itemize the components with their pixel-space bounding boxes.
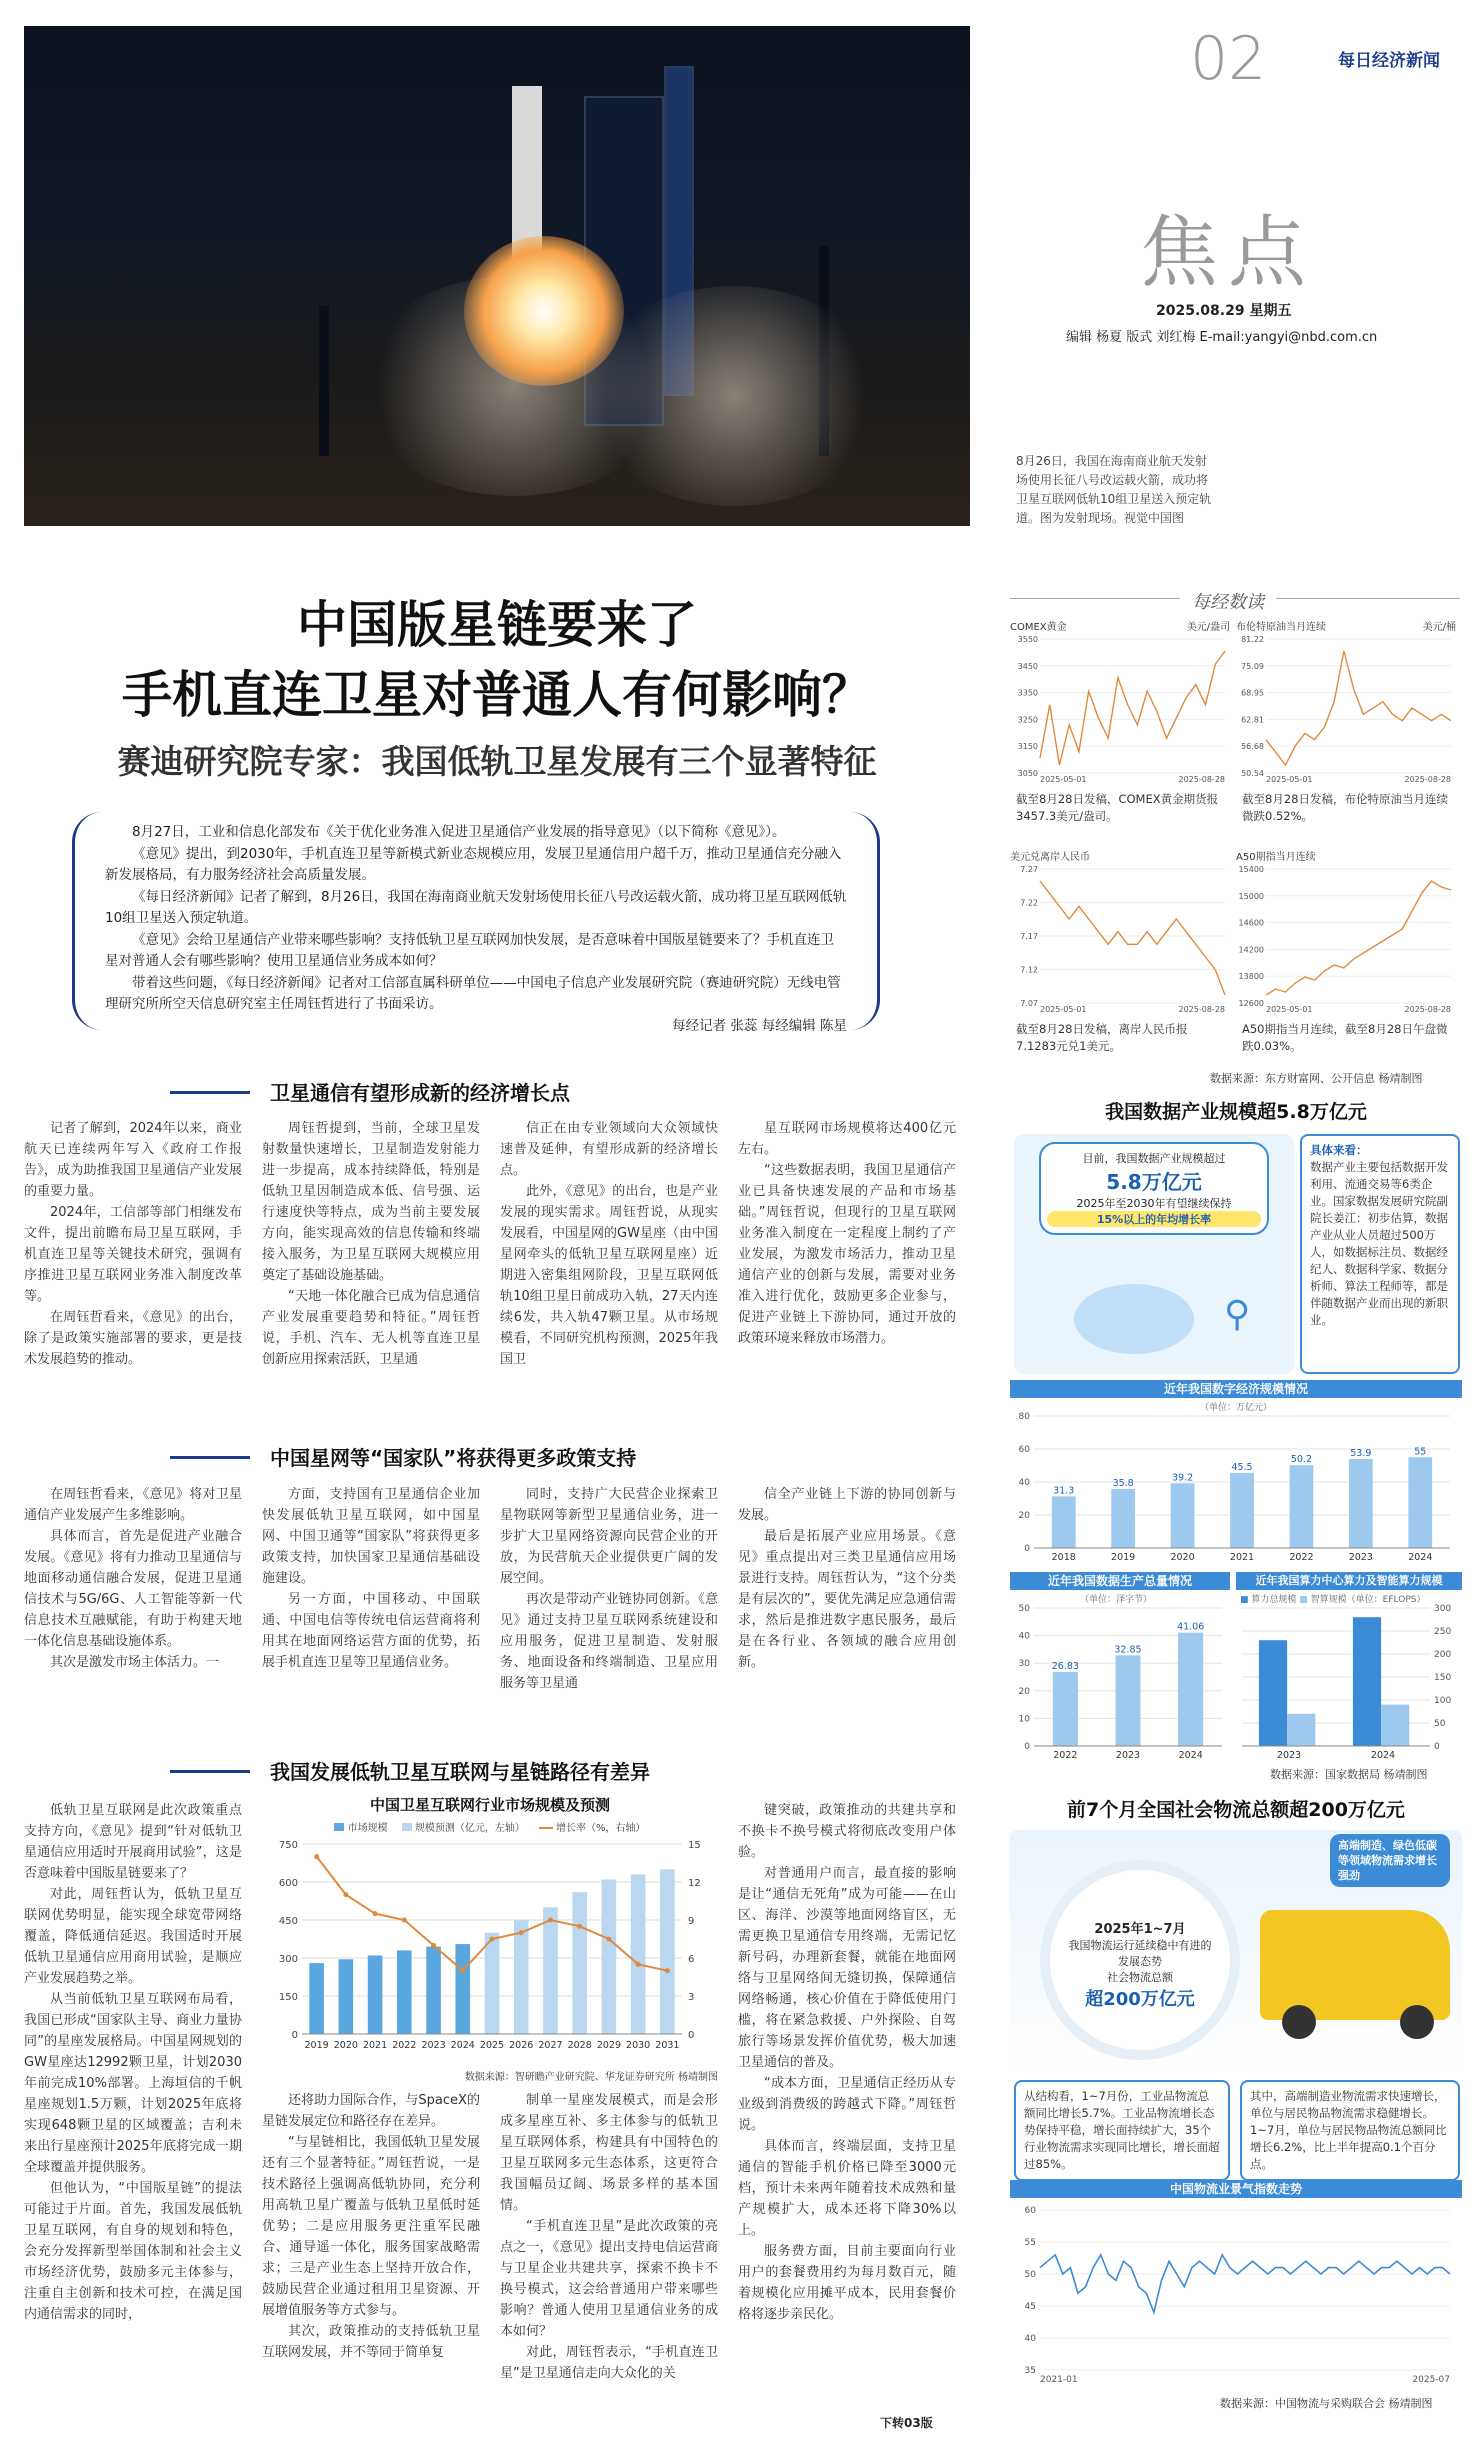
- x-tick-label: 2019: [304, 2040, 329, 2051]
- sec2-col3: [500, 1484, 718, 1704]
- sec3-col4: [738, 1800, 956, 2412]
- logistics-circle: [1040, 1860, 1240, 2060]
- stocks-title: 每经数读: [1180, 588, 1276, 614]
- x-tick-label: 2020: [1170, 1552, 1195, 1563]
- sec1-col4: [738, 1118, 956, 1382]
- logistics-source: 数据来源：中国物流与采购联合会 杨靖制图: [1220, 2397, 1433, 2410]
- stock-note: 截至8月28日发稿，布伦特原油当月连续微跌0.52%。: [1242, 792, 1448, 823]
- intro-paragraph: 《每日经济新闻》记者了解到，8月26日，我国在海南商业航天发射场使用长征八号改运载火箭，成功将卫星互联网低轨10组卫星送入预定轨道。: [105, 888, 847, 926]
- price-line: [1266, 881, 1451, 995]
- x-tick-label: 2028: [567, 2040, 592, 2051]
- x-tick-label: 2019: [1111, 1552, 1136, 1563]
- chart1-title: 近年我国数字经济规模情况: [1010, 1380, 1462, 1398]
- sec3-col3: [500, 2090, 718, 2412]
- legend-item: 市场规模: [334, 1819, 387, 1834]
- section-rule: [170, 1091, 250, 1094]
- y2-tick-label: 3: [688, 1992, 695, 2003]
- data-industry-source: 数据来源：国家数据局 杨靖制图: [1270, 1768, 1428, 1781]
- x-start-label: 2025-05-01: [1266, 1005, 1313, 1013]
- y-tick-label: 3550: [1017, 635, 1038, 644]
- x-end-label: 2025-07: [1412, 2375, 1450, 2385]
- section3-title: 我国发展低轨卫星互联网与星链路径有差异: [270, 1760, 650, 1784]
- x-tick-label: 2027: [538, 2040, 563, 2051]
- y-tick-label: 3050: [1017, 769, 1038, 778]
- circle-text: 我国物流运行延续稳中有进的发展态势: [1068, 1939, 1212, 1968]
- paragraph: “手机直连卫星”是此次政策的亮点之一，《意见》提出支持电信运营商与卫星企业共建共享，探索不换卡不换号模式，这会给普通用户带来哪些影响？普通人使用卫星通信业务的成本如何？: [500, 2219, 718, 2339]
- x-tick-label: 2024: [1178, 1750, 1203, 1761]
- stock-note: A50期指当月连续，截至8月28日午盘微跌0.03%。: [1242, 1022, 1448, 1053]
- y-tick-label: 600: [278, 1878, 298, 1889]
- y-tick-label: 450: [278, 1916, 298, 1927]
- bar: [1052, 1496, 1076, 1548]
- paragraph: 方面，支持国有卫星通信企业加快发展低轨卫星互联网，如中国星网、中国卫通等“国家队”将获得更多政策支持，加快国家卫星通信基础设施建设。: [262, 1487, 480, 1586]
- bar-market-size: [368, 1955, 383, 2034]
- y-tick-label: 300: [1434, 1604, 1452, 1614]
- y-tick-label: 14200: [1238, 945, 1264, 955]
- data-label: 50.2: [1290, 1454, 1313, 1466]
- bar-market-size: [455, 1944, 470, 2034]
- x-end-label: 2025-08-28: [1404, 775, 1451, 783]
- stock-panel: [1010, 848, 1230, 1073]
- y-tick-label: 300: [278, 1954, 298, 1965]
- truck-illustration: [1260, 1910, 1450, 2020]
- sec2-col4: [738, 1484, 956, 1704]
- digital-economy-chart: [1010, 1408, 1462, 1568]
- bar-forecast: [485, 1933, 500, 2034]
- y-tick-label: 0: [1434, 1742, 1440, 1752]
- stock-panel-header: [1236, 848, 1456, 863]
- data-label: 35.8: [1112, 1477, 1134, 1489]
- paragraph: 具体而言，终端层面，支持卫星通信的智能手机价格已降至3000元档，预计未来两年随着技术成熟和量产规模扩大，成本还将下降30%以上。: [738, 2139, 956, 2238]
- growth-point: [636, 1962, 641, 1967]
- y-tick-label: 30: [1018, 1659, 1030, 1670]
- y-tick-label: 62.81: [1241, 715, 1264, 725]
- x-start-label: 2025-05-01: [1040, 1005, 1087, 1013]
- y-tick-label: 7.12: [1020, 965, 1038, 975]
- x-tick-label: 2018: [1051, 1552, 1076, 1563]
- y-tick-label: 80: [1018, 1412, 1030, 1422]
- paragraph: 在周钰哲看来，《意见》将对卫星通信产业发展产生多维影响。: [24, 1487, 242, 1523]
- paragraph: 其次，政策推动的支持低轨卫星互联网发展，并不等同于简单复: [262, 2324, 480, 2360]
- y-tick-label: 14600: [1238, 918, 1264, 928]
- bar-forecast: [543, 1907, 558, 2034]
- logistics-note2: 其中，高端制造业物流需求快速增长，单位与居民物品物流需求稳健增长。1~7月，单位与居民物品物流总额同比增长6.2%，比上半年提高0.1个百分点。: [1240, 2080, 1460, 2181]
- box-text: 2025年至2030年有望继续保持: [1076, 1197, 1232, 1210]
- growth-point: [460, 1968, 465, 1973]
- box-highlight: 15%以上的年均增长率: [1047, 1211, 1261, 1227]
- stock-panel: [1236, 848, 1456, 1073]
- compute-chart: [1236, 1598, 1462, 1763]
- x-end-label: 2025-08-28: [1404, 1005, 1451, 1013]
- y-tick-label: 40: [1018, 1478, 1030, 1488]
- stocks-source: 数据来源：东方财富网、公开信息 杨靖制图: [1210, 1072, 1423, 1085]
- y-tick-label: 7.07: [1020, 999, 1038, 1008]
- headline-line2: 手机直连卫星对普通人有何影响？: [122, 665, 872, 724]
- stock-chart: [1010, 633, 1230, 783]
- growth-point: [314, 1854, 319, 1859]
- section-rule: [170, 1770, 250, 1773]
- paragraph: 同时，支持广大民营企业探索卫星物联网等新型卫星通信业务，进一步扩大卫星网络资源向民营企业的开放，为民营航天企业提供更广阔的发展空间。: [500, 1487, 718, 1586]
- paragraph: 键突破，政策推动的共建共享和不换卡不换号模式将彻底改变用户体验。: [738, 1803, 956, 1860]
- stocks-grid: [1010, 618, 1462, 1088]
- paragraph: 星互联网市场规模将达400亿元左右。: [738, 1121, 956, 1157]
- box-text: 目前，我国数据产业规模超过: [1082, 1152, 1226, 1165]
- y-tick-label: 3350: [1017, 688, 1038, 698]
- y-tick-label: 3150: [1017, 742, 1038, 752]
- paragraph: 但他认为，“中国版星链”的提法可能过于片面。首先，我国发展低轨卫星互联网，有自身的规划和特色，会充分发挥新型举国体制和社会主义市场经济优势，鼓励多元主体参与，注重自主创新和技术可控，在满足国内通信需求的同时，: [24, 2181, 242, 2322]
- bar: [1287, 1714, 1315, 1746]
- data-label: 26.83: [1051, 1660, 1079, 1672]
- y-tick-label: 60: [1024, 2206, 1036, 2216]
- y-tick-label: 68.95: [1241, 688, 1264, 698]
- y2-tick-label: 6: [688, 1954, 695, 1965]
- paragraph: 另一方面，中国移动、中国联通、中国电信等传统电信运营商将利用其在地面网络运营方面的优势，拓展手机直连卫星等卫星通信业务。: [262, 1592, 480, 1670]
- paragraph: 从当前低轨卫星互联网布局看，我国已形成“国家队主导、商业力量协同”的星座发展格局。中国星网规划的GW星座达12992颗卫星，计划2030年前完成10%部署。上海垣信的千帆星座规划1.5万颗，计划2025年底将实现648颗卫星的区域覆盖；吉利未来出行星座预计2025年底将完成一期全球覆盖并提供服务。: [24, 1992, 242, 2175]
- growth-point: [548, 1918, 553, 1923]
- chart2-unit: （单位：泽字节）: [1080, 1595, 1153, 1605]
- bar-forecast: [660, 1869, 675, 2034]
- bar: [1408, 1457, 1432, 1548]
- launch-photo: [24, 26, 970, 526]
- x-tick-label: 2023: [1348, 1552, 1373, 1563]
- paragraph: “这些数据表明，我国卫星通信产业已具备快速发展的产品和市场基础。”周钰哲说，但现行的卫星互联网业务准入制度在一定程度上制约了产业发展，为激发市场活力，推动卫星通信产业的创新与发展，需要对业务准入进行优化，鼓励更多企业参与，促进产业链上下游协同，通过开放的政策环境来释放市场潜力。: [738, 1163, 956, 1346]
- sat-chart-svg: [262, 1834, 718, 2064]
- chart2-title: 近年我国数据生产总量情况: [1010, 1572, 1230, 1590]
- sec1-col2: [262, 1118, 480, 1382]
- bar-forecast: [631, 1874, 646, 2034]
- x-tick-label: 2029: [596, 2040, 622, 2051]
- y2-tick-label: 9: [688, 1916, 695, 1927]
- paragraph: 信全产业链上下游的协同创新与发展。: [738, 1487, 956, 1523]
- legend-item: 增长率（%，右轴）: [539, 1819, 646, 1834]
- x-tick-label: 2023: [1115, 1750, 1141, 1761]
- data-label: 45.5: [1231, 1461, 1253, 1473]
- paragraph: “天地一体化融合已成为信息通信产业发展重要趋势和特征。”周钰哲说，手机、汽车、无人机等直连卫星创新应用探索活跃，卫星通: [262, 1289, 480, 1367]
- y-tick-label: 81.22: [1241, 635, 1264, 644]
- paragraph: “成本方面，卫星通信正经历从专业级到消费级的跨越式下降。”周钰哲说。: [738, 2076, 956, 2133]
- stock-name: COMEX黄金: [1010, 622, 1067, 633]
- data-label: 31.3: [1053, 1485, 1075, 1497]
- chart3-legend: ■ 算力总规模 ■ 智算规模（单位：EFLOPS）: [1240, 1595, 1426, 1605]
- newspaper-brand: 每日经济新闻: [1338, 51, 1440, 71]
- y-tick-label: 60: [1018, 1445, 1030, 1455]
- sat-chart-source: 数据来源：智研瞻产业研究院、华龙证券研究所 杨靖制图: [464, 2072, 718, 2083]
- circle-big-number: 超200万亿元: [1085, 1989, 1195, 2010]
- paragraph: 信正在由专业领域向大众领域快速普及延伸，有望形成新的经济增长点。: [500, 1121, 718, 1178]
- y-tick-label: 45: [1024, 2302, 1036, 2312]
- logistics-title: 前7个月全国社会物流总额超200万亿元: [1067, 1799, 1405, 1821]
- stock-panel: [1236, 618, 1456, 843]
- y-tick-label: 12600: [1238, 999, 1264, 1008]
- paragraph: 制单一星座发展模式，而是会形成多星座互补、多主体参与的低轨卫星互联网体系，构建具有中国特色的卫星互联网多元生态体系，这更符合我国幅员辽阔、场景多样的基本国情。: [500, 2093, 718, 2213]
- y-tick-label: 0: [1024, 1742, 1030, 1752]
- x-tick-label: 2021: [1229, 1552, 1255, 1563]
- data-label: 39.2: [1171, 1472, 1194, 1484]
- bar: [1171, 1483, 1195, 1548]
- y-tick-label: 7.22: [1020, 898, 1038, 908]
- data-production-chart: [1010, 1598, 1230, 1763]
- logistics-illustration: [1010, 1830, 1462, 2075]
- x-tick-label: 2024: [1370, 1750, 1396, 1761]
- detail-title: 具体来看：: [1310, 1143, 1368, 1157]
- x-start-label: 2025-05-01: [1040, 775, 1087, 783]
- growth-point: [577, 1924, 582, 1929]
- bar-market-size: [397, 1950, 412, 2034]
- x-tick-label: 2026: [509, 2040, 534, 2051]
- magnifier-icon: ⚲: [1224, 1294, 1251, 1335]
- growth-point: [402, 1918, 407, 1923]
- paragraph: 还将助力国际合作，与SpaceX的星链发展定位和路径存在差异。: [262, 2093, 480, 2129]
- byline: 每经记者 张蕊 每经编辑 陈星: [672, 1017, 847, 1034]
- x-tick-label: 2023: [1276, 1750, 1302, 1761]
- price-line: [1040, 651, 1225, 765]
- x-tick-label: 2022: [1053, 1750, 1078, 1761]
- x-tick-label: 2024: [450, 2040, 475, 2051]
- data-label: 41.06: [1177, 1621, 1205, 1633]
- growth-point: [606, 1937, 611, 1942]
- y-tick-label: 0: [291, 2030, 298, 2041]
- intro-paragraph: 《意见》提出，到2030年，手机直连卫星等新模式新业态规模应用，发展卫星通信用户超千万，推动卫星通信充分融入新发展格局，有力服务经济社会高质量发展。: [105, 845, 842, 883]
- price-line: [1266, 651, 1451, 765]
- y-tick-label: 40: [1024, 2334, 1036, 2344]
- truck-wheel: [1282, 2005, 1316, 2039]
- y-tick-label: 50.54: [1241, 769, 1264, 778]
- smoke-cloud: [584, 286, 884, 506]
- y-tick-label: 7.27: [1020, 865, 1038, 874]
- y-tick-label: 7.17: [1020, 932, 1038, 941]
- y-tick-label: 10: [1018, 1714, 1030, 1725]
- bar: [1178, 1633, 1203, 1746]
- bar-forecast: [572, 1892, 587, 2034]
- sec1-col1: [24, 1118, 242, 1382]
- data-industry-detail: [1300, 1134, 1460, 1374]
- stock-chart: [1236, 863, 1456, 1013]
- growth-point: [490, 1937, 495, 1942]
- bar: [1115, 1655, 1140, 1746]
- section-rule: [170, 1456, 250, 1459]
- y-tick-label: 3450: [1017, 661, 1038, 671]
- y-tick-label: 35: [1024, 2366, 1036, 2376]
- sat-chart-legend: [262, 1819, 718, 1834]
- circle-text: 社会物流总额: [1107, 1971, 1173, 1984]
- paragraph: 具体而言，首先是促进产业融合发展。《意见》将有力推动卫星通信与地面移动通信融合发展，促进卫星通信技术与5G/6G、人工智能等新一代信息技术互融赋能，有助于构建天地一体化信息基础设施体系。: [24, 1529, 242, 1649]
- data-industry-title: 我国数据产业规模超5.8万亿元: [1105, 1101, 1367, 1123]
- y-tick-label: 3250: [1017, 715, 1038, 725]
- y-tick-label: 100: [1434, 1696, 1452, 1706]
- intro-box: [72, 812, 880, 1034]
- x-end-label: 2025-08-28: [1178, 1005, 1225, 1013]
- subheadline: 赛迪研究院专家：我国低轨卫星发展有三个显著特征: [117, 742, 877, 781]
- box-big-number: 5.8万亿元: [1106, 1170, 1202, 1194]
- paragraph: 对此，周钰哲认为，低轨卫星互联网优势明显，能实现全球宽带网络覆盖，降低通信延迟。我国适时开展低轨卫星通信应用商用试验，是顺应产业发展趋势之举。: [24, 1887, 242, 1986]
- logistics-tag: 高端制造、绿色低碳等领域物流需求增长强劲: [1330, 1834, 1450, 1887]
- y2-tick-label: 0: [688, 2030, 695, 2041]
- x-start-label: 2025-05-01: [1266, 775, 1313, 783]
- y2-tick-label: 15: [688, 1840, 701, 1851]
- paragraph: 其次是激发市场主体活力。一: [50, 1655, 220, 1670]
- section1-title: 卫星通信有望形成新的经济增长点: [270, 1081, 570, 1105]
- price-line: [1040, 881, 1225, 995]
- y-tick-label: 56.68: [1241, 742, 1264, 752]
- data-label: 55: [1414, 1446, 1427, 1458]
- section-title: 焦点: [1140, 208, 1317, 298]
- y-tick-label: 13800: [1238, 972, 1264, 982]
- bar-market-size: [309, 1963, 324, 2034]
- bar-forecast: [602, 1879, 617, 2034]
- stock-note: 截至8月28日发稿，COMEX黄金期货报3457.3美元/盎司。: [1016, 792, 1219, 823]
- editors-line: 编辑 杨夏 版式 刘红梅 E-mail:yangyi@nbd.com.cn: [1066, 330, 1378, 345]
- x-tick-label: 2025: [479, 2040, 505, 2051]
- stock-panel-header: [1236, 618, 1456, 633]
- stock-name: A50期指当月连续: [1236, 852, 1316, 863]
- chart3-title: 近年我国算力中心算力及智能算力规模: [1236, 1572, 1462, 1590]
- bar: [1381, 1705, 1409, 1746]
- paragraph: 此外，《意见》的出台，也是产业发展的现实需求。周钰哲说，从现实发展看，中国星网的GW星座（由中国星网牵头的低轨卫星互联网星座）近期进入密集组网阶段，卫星互联网低轨10组卫星日前成功入轨，27天内连续6发，共入轨47颗卫星。从市场规模看，不同研究机构预测，2025年我国卫: [500, 1184, 718, 1367]
- y-tick-label: 250: [1434, 1627, 1452, 1637]
- bar-forecast: [514, 1920, 529, 2034]
- sec3-col1: [24, 1800, 242, 2412]
- stock-panel-header: [1010, 618, 1230, 633]
- paragraph: 周钰哲提到，当前，全球卫星发射数量快速增长，卫星制造发射能力进一步提高，成本持续降低，特别是低轨卫星因制造成本低、信号强、运行速度快等特点，成为当前主要发展方向，能实现高效的信息传输和终端接入服务，为卫星互联网大规模应用奠定了基础设施基础。: [262, 1121, 480, 1283]
- data-industry-illustration: [1014, 1134, 1294, 1374]
- detail-text: 数据产业主要包括数据开发利用、流通交易等6类企业。国家数据发展研究院副院长姜江：初步估算，数据产业从业人员超过500万人，如数据标注员、数据经纪人、数据科学家、数据分析师、算法工程师等，都是伴随数据产业而出现的新职业。: [1310, 1160, 1448, 1327]
- bar: [1259, 1640, 1287, 1746]
- stock-name: 美元兑离岸人民币: [1010, 852, 1090, 863]
- issue-date: 2025.08.29 星期五: [1156, 303, 1292, 319]
- paragraph: 记者了解到，2024年以来，商业航天已连续两年写入《政府工作报告》，成为助推我国卫星通信产业发展的重要力量。: [24, 1121, 242, 1199]
- intro-paragraph: 带着这些问题，《每日经济新闻》记者对工信部直属科研单位——中国电子信息产业发展研究院（赛迪研究院）无线电管理研究所所空天信息研究室主任周钰哲进行了书面采访。: [105, 974, 841, 1012]
- paragraph: 低轨卫星互联网是此次政策重点支持方向，《意见》提到“针对低轨卫星通信应用适时开展商用试验”，这是否意味着中国版星链要来了？: [24, 1803, 242, 1881]
- y-tick-label: 750: [278, 1840, 298, 1851]
- x-tick-label: 2022: [1289, 1552, 1314, 1563]
- logistics-index-chart: [1010, 2200, 1462, 2390]
- bar: [1353, 1617, 1381, 1746]
- y-tick-label: 20: [1018, 1511, 1030, 1521]
- paragraph: 在周钰哲看来，《意见》的出台，除了是政策实施部署的要求，更是技术发展趋势的推动。: [24, 1310, 242, 1367]
- y-tick-label: 50: [1434, 1719, 1446, 1729]
- x-tick-label: 2024: [1408, 1552, 1433, 1563]
- paragraph: “与星链相比，我国低轨卫星发展还有三个显著特征。”周钰哲说，一是技术路径上强调高低轨协同，充分利用高轨卫星广覆盖与低轨卫星低时延优势；二是应用服务更注重军民融合、通导遥一体化，服务国家战略需求；三是产业生态上坚持开放合作，鼓励民营企业通过租用卫星资源、开展增值服务等方式参与。: [262, 2135, 480, 2318]
- paragraph: 最后是拓展产业应用场景。《意见》重点提出对三类卫星通信应用场景进行支持。周钰哲认为，“这个分类是有层次的”，要优先满足应急通信需求，然后是推进数字惠民服务，最后是在各行业、各领域的融合应用创新。: [738, 1529, 956, 1670]
- growth-point: [665, 1968, 670, 1973]
- y-tick-label: 55: [1024, 2238, 1036, 2248]
- bar-market-size: [339, 1959, 354, 2034]
- jump-line: 下转03版: [880, 2416, 933, 2430]
- bar: [1230, 1473, 1254, 1548]
- growth-point: [343, 1892, 348, 1897]
- x-tick-label: 2021: [362, 2040, 388, 2051]
- bar: [1053, 1672, 1078, 1746]
- sec2-col2: [262, 1484, 480, 1704]
- x-tick-label: 2023: [421, 2040, 446, 2051]
- growth-point: [373, 1911, 378, 1916]
- photo-caption: 8月26日，我国在海南商业航天发射场使用长征八号改运载火箭，成功将卫星互联网低轨10组卫星送入预定轨道。图为发射现场。视觉中国图: [1016, 454, 1212, 525]
- stock-unit: 美元/盎司: [1186, 622, 1230, 633]
- circle-text: 2025年1~7月: [1094, 1922, 1186, 1937]
- stock-chart: [1010, 863, 1230, 1013]
- stock-unit: 美元/桶: [1422, 622, 1456, 633]
- y2-tick-label: 12: [688, 1878, 701, 1889]
- y-tick-label: 150: [1434, 1673, 1452, 1683]
- stock-chart: [1236, 633, 1456, 783]
- y-tick-label: 50: [1018, 1604, 1030, 1614]
- growth-point: [519, 1930, 524, 1935]
- sat-chart-title: 中国卫星互联网行业市场规模及预测: [369, 1796, 610, 1814]
- section2-title: 中国星网等“国家队”将获得更多政策支持: [270, 1446, 637, 1470]
- y-tick-label: 40: [1018, 1631, 1030, 1642]
- bar: [1290, 1465, 1314, 1548]
- sec1-col3: [500, 1118, 718, 1382]
- page-number: 02: [1190, 24, 1267, 94]
- sec3-col2: [262, 2090, 480, 2412]
- x-tick-label: 2031: [655, 2040, 680, 2051]
- logistics-note1: 从结构看，1~7月份，工业品物流总额同比增长5.7%。工业品物流增长态势保持平稳，增长面持续扩大，35个行业物流需求实现同比增长，增长面超过85%。: [1014, 2080, 1230, 2181]
- stock-panel: [1010, 618, 1230, 843]
- x-end-label: 2025-08-28: [1178, 775, 1225, 783]
- data-label: 32.85: [1114, 1644, 1142, 1656]
- intro-paragraph: 《意见》会给卫星通信产业带来哪些影响？支持低轨卫星互联网加快发展，是否意味着中国版星链要来了？手机直连卫星对普通人会有哪些影响？使用卫星通信业务成本如何？: [105, 931, 834, 969]
- logistics-chart-title: 中国物流业景气指数走势: [1010, 2180, 1462, 2198]
- y-tick-label: 15000: [1238, 891, 1264, 901]
- paragraph: 对此，周钰哲表示，“手机直连卫星”是卫星通信走向大众化的关: [500, 2345, 718, 2381]
- legend-item: 规模预测（亿元，左轴）: [402, 1819, 525, 1834]
- paragraph: 服务费方面，目前主要面向行业用户的套餐费用约为每月数百元，随着规模化应用摊平成本，民用套餐价格将逐步亲民化。: [738, 2244, 956, 2322]
- bar: [1111, 1489, 1135, 1548]
- paragraph: 2024年，工信部等部门相继发布文件，提出前瞻布局卫星互联网，手机直连卫星等关键技术研究，强调有序推进卫星互联网业务准入制度改革等。: [24, 1205, 242, 1304]
- x-tick-label: 2022: [392, 2040, 417, 2051]
- data-industry-box: [1039, 1142, 1269, 1235]
- sat-chart-panel: [262, 1794, 718, 2083]
- intro-paragraph: 8月27日，工业和信息化部发布《关于优化业务准入促进卫星通信产业发展的指导意见》（以下简称《意见》）。: [132, 824, 786, 840]
- sec2-col1: [24, 1484, 242, 1704]
- y-tick-label: 200: [1434, 1650, 1452, 1660]
- paragraph: 再次是带动产业链协同创新。《意见》通过支持卫星互联网系统建设和应用服务，促进卫星制造、发射服务、地面设备和终端制造、卫星应用服务等卫星通: [500, 1592, 718, 1691]
- y-tick-label: 150: [278, 1992, 298, 2003]
- y-tick-label: 75.09: [1241, 661, 1264, 671]
- x-tick-label: 2020: [333, 2040, 358, 2051]
- stock-panel-header: [1010, 848, 1230, 863]
- lightning-rod: [319, 306, 329, 456]
- people-illustration: [1074, 1284, 1194, 1354]
- stock-note: 截至8月28日发稿，离岸人民币报7.1283元兑1美元。: [1016, 1022, 1188, 1053]
- stock-name: 布伦特原油当月连续: [1236, 622, 1326, 633]
- paragraph: 对普通用户而言，最直接的影响是让“通信无死角”成为可能——在山区、海洋、沙漠等地面网络盲区，无需更换卫星通信专用终端，无需记忆新号码，办理新套餐，就能在地面网络与卫星网络间无缝切换，保障通信网络畅通，核心价值在于降低使用门槛，将在紧急救援、户外探险、自驾旅行等场景发挥价值优势，极大加速卫星通信的普及。: [738, 1866, 956, 2070]
- bar: [1349, 1459, 1373, 1548]
- x-start-label: 2021-01: [1040, 2375, 1078, 2385]
- y-tick-label: 0: [1024, 1544, 1030, 1554]
- truck-wheel: [1400, 2005, 1434, 2039]
- data-label: 53.9: [1350, 1448, 1372, 1460]
- growth-point: [431, 1943, 436, 1948]
- chart1-unit: （单位：万亿元）: [1200, 1403, 1273, 1413]
- index-line: [1040, 2255, 1450, 2313]
- rocket-flame: [464, 236, 624, 386]
- headline-line1: 中国版星链要来了: [297, 595, 697, 654]
- x-tick-label: 2030: [626, 2040, 651, 2051]
- bar-market-size: [426, 1947, 441, 2034]
- y-tick-label: 20: [1018, 1686, 1030, 1697]
- y-tick-label: 15400: [1238, 865, 1264, 874]
- y-tick-label: 50: [1024, 2270, 1036, 2280]
